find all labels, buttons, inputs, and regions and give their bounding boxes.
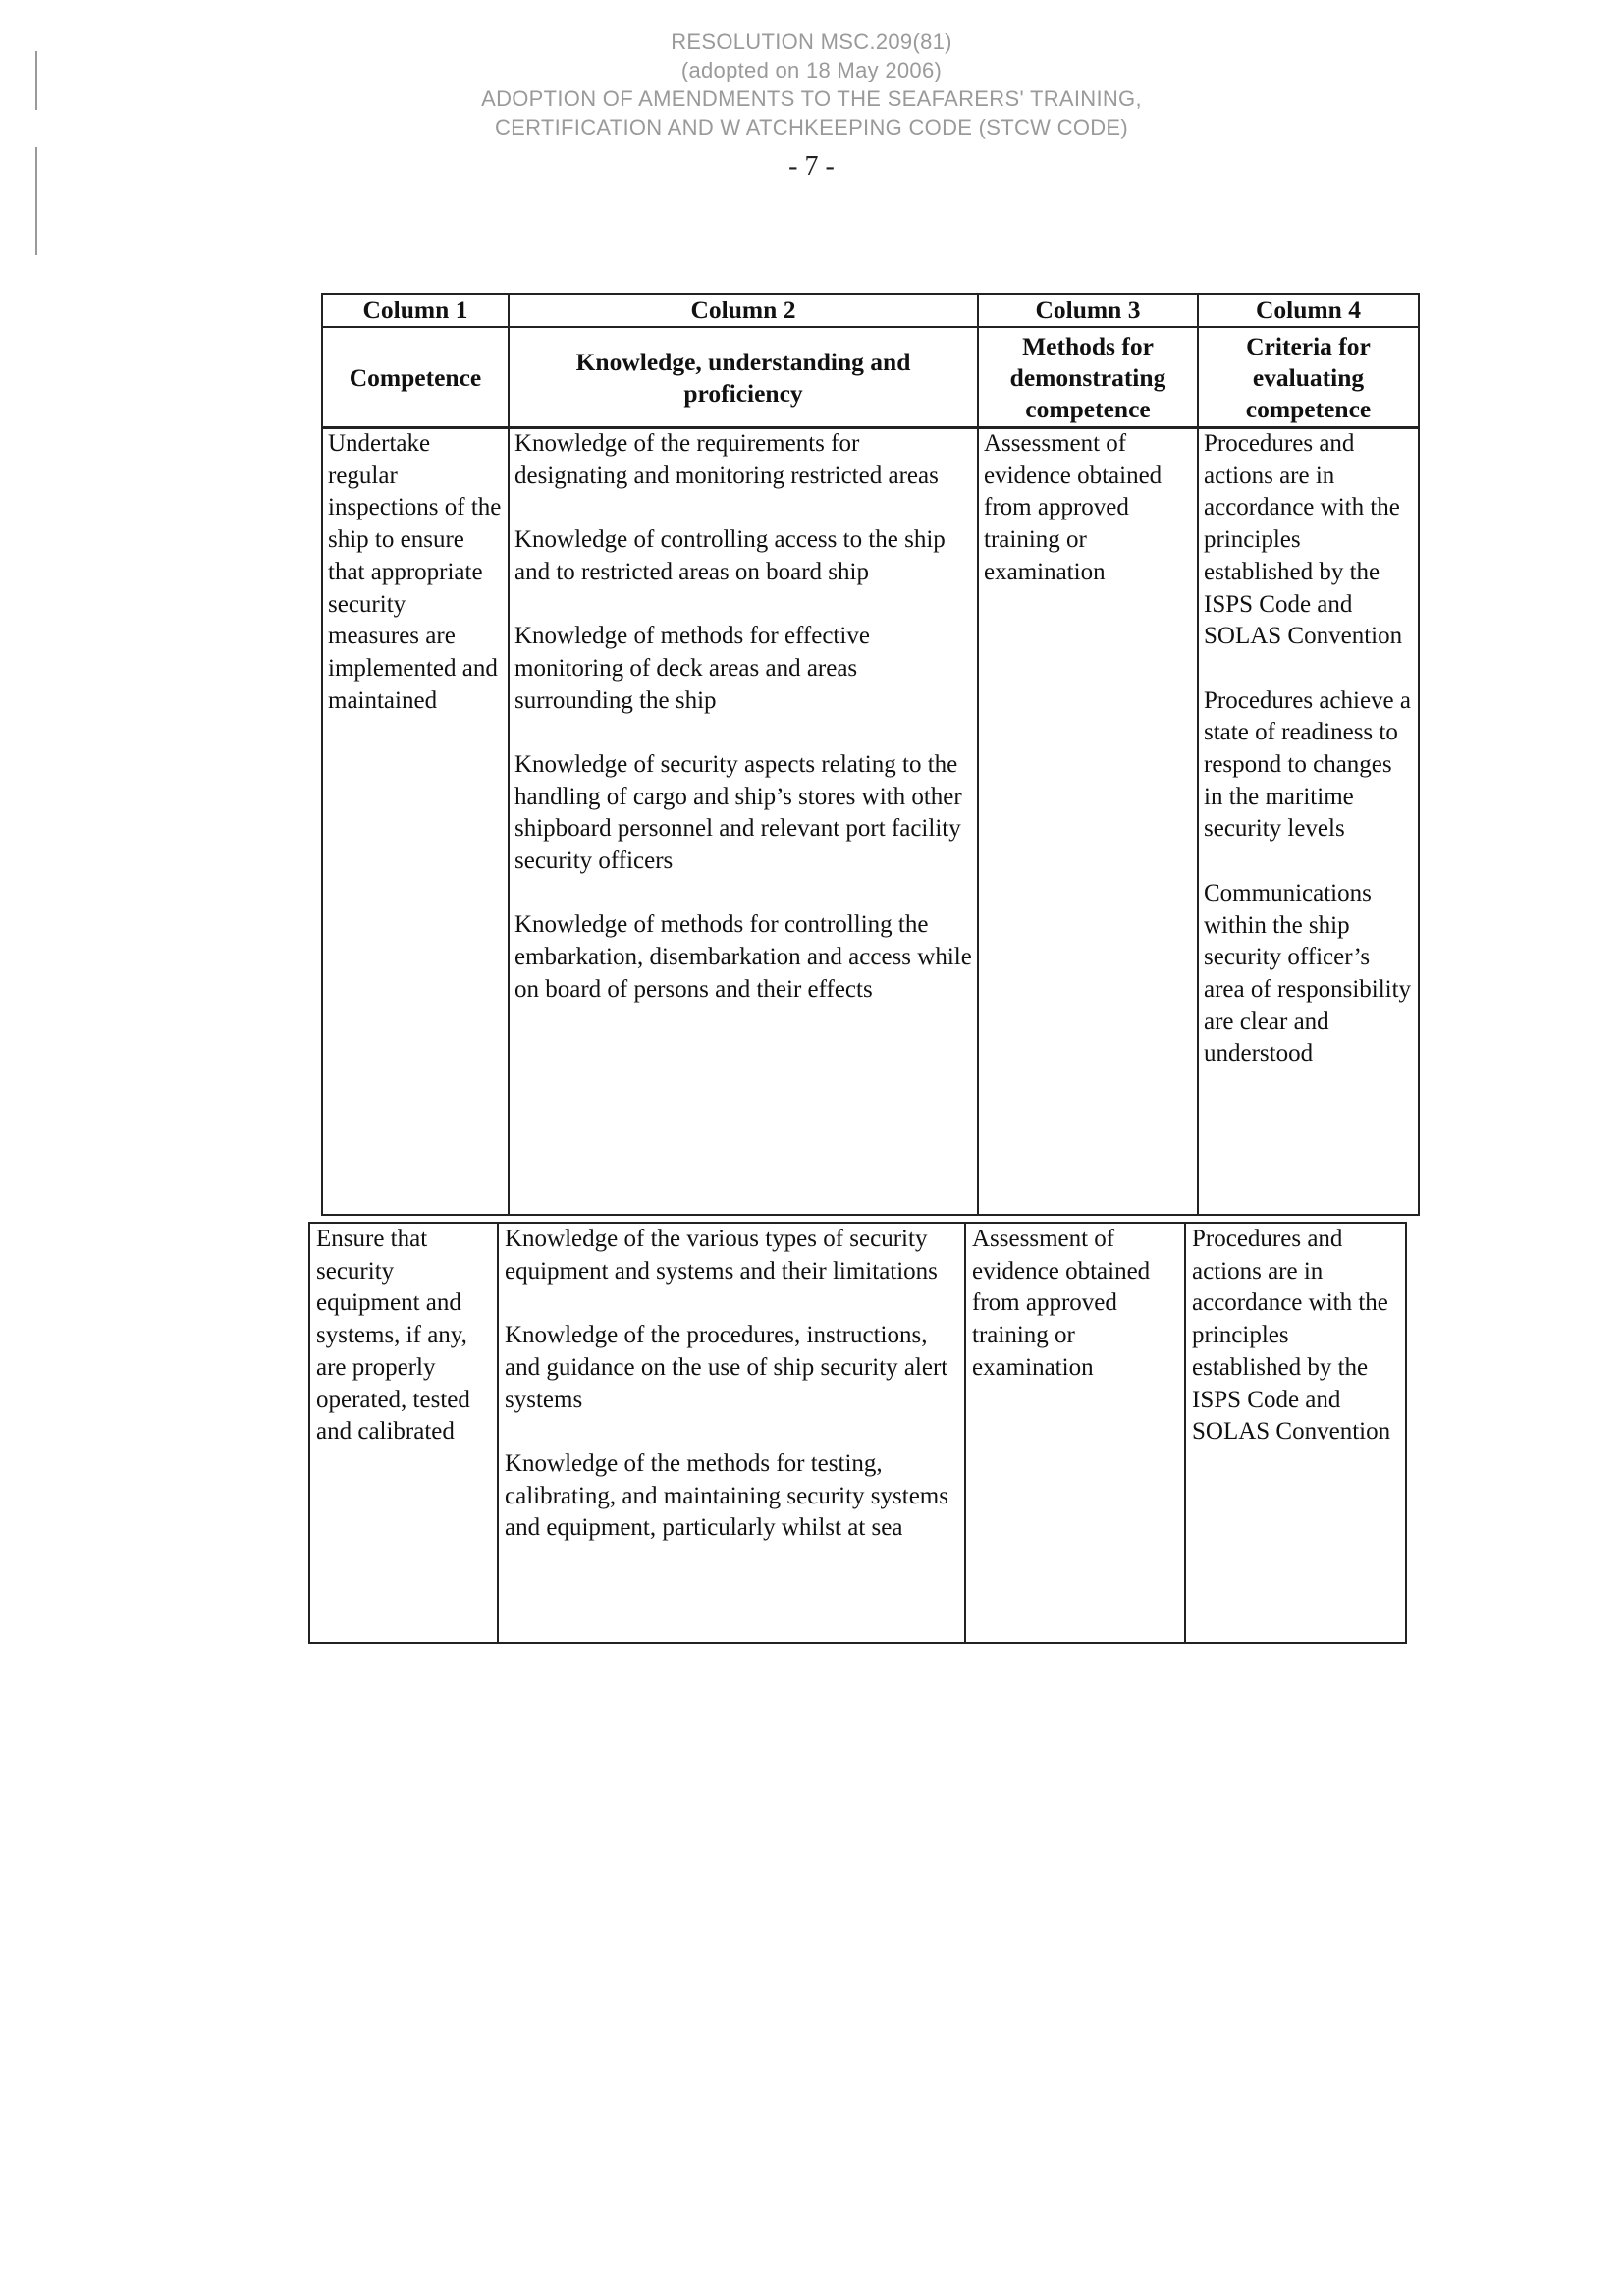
table-row xyxy=(321,426,1420,1216)
criteria-cell xyxy=(1198,427,1419,1215)
knowledge-item: Knowledge of methods for effective monitoring of deck areas and areas surrounding the ship xyxy=(514,623,870,714)
header-subject-line2: CERTIFICATION AND W ATCHKEEPING CODE (STCW CODE) xyxy=(494,115,1129,139)
column-number: Column 4 xyxy=(1198,294,1419,327)
document-header xyxy=(0,27,1623,141)
methods-cell: Assessment of evidence obtained from approved training or examination xyxy=(978,427,1198,1215)
column-number: Column 3 xyxy=(978,294,1198,327)
column-number: Column 2 xyxy=(509,294,978,327)
column-title: Criteria for evaluating competence xyxy=(1198,327,1419,428)
knowledge-item: Knowledge of the methods for testing, calibrating, and maintaining security systems and equipment, particularly whilst at sea xyxy=(505,1449,948,1542)
competence-cell: Undertake regular inspections of the ship to ensure that appropriate security measures are implemented and maintained xyxy=(322,427,509,1215)
knowledge-item: Knowledge of methods for controlling the embarkation, disembarkation and access while on board of persons and their effects xyxy=(514,911,972,1003)
criteria-item: Procedures achieve a state of readiness to respond to changes in the maritime security levels xyxy=(1204,686,1411,843)
competence-cell: Ensure that security equipment and systems, if any, are properly operated, tested and calibrated xyxy=(309,1223,498,1643)
knowledge-item: Knowledge of controlling access to the ship and to restricted areas on board ship xyxy=(514,526,946,585)
column-title: Competence xyxy=(322,327,509,428)
column-title: Methods for demonstrating competence xyxy=(978,327,1198,428)
adoption-date: (adopted on 18 May 2006) xyxy=(680,58,943,82)
column-number: Column 1 xyxy=(322,294,509,327)
table-row xyxy=(308,1222,1407,1644)
criteria-item: Communications within the ship security officer’s area of responsibility are clear and understood xyxy=(1204,879,1412,1067)
knowledge-item: Knowledge of the requirements for designating and monitoring restricted areas xyxy=(514,430,939,489)
criteria-cell xyxy=(1185,1223,1406,1643)
knowledge-item: Knowledge of the various types of security equipment and systems and their limitations xyxy=(505,1226,938,1285)
knowledge-item: Knowledge of the procedures, instructions, and guidance on the use of ship security alert systems xyxy=(505,1322,948,1413)
page-number: - 7 - xyxy=(788,151,835,182)
table-header xyxy=(321,293,1420,429)
column-number-row xyxy=(322,294,1419,327)
knowledge-cell xyxy=(498,1223,965,1643)
resolution-title: RESOLUTION MSC.209(81) xyxy=(671,29,952,54)
knowledge-item: Knowledge of security aspects relating to the handling of cargo and ship’s stores with other shipboard personnel and relevant port facility security officers xyxy=(514,750,962,875)
column-title-row xyxy=(322,327,1419,428)
criteria-item: Procedures and actions are in accordance with the principles established by the ISPS Code and SOLAS Convention xyxy=(1204,430,1403,650)
criteria-item: Procedures and actions are in accordance with the principles established by the ISPS Code and SOLAS Convention xyxy=(1192,1226,1391,1446)
column-title: Knowledge, understanding and proficiency xyxy=(509,327,978,428)
methods-cell: Assessment of evidence obtained from approved training or examination xyxy=(965,1223,1185,1643)
knowledge-cell xyxy=(509,427,978,1215)
header-subject-line1: ADOPTION OF AMENDMENTS TO THE SEAFARERS' TRAINING, xyxy=(481,86,1142,111)
